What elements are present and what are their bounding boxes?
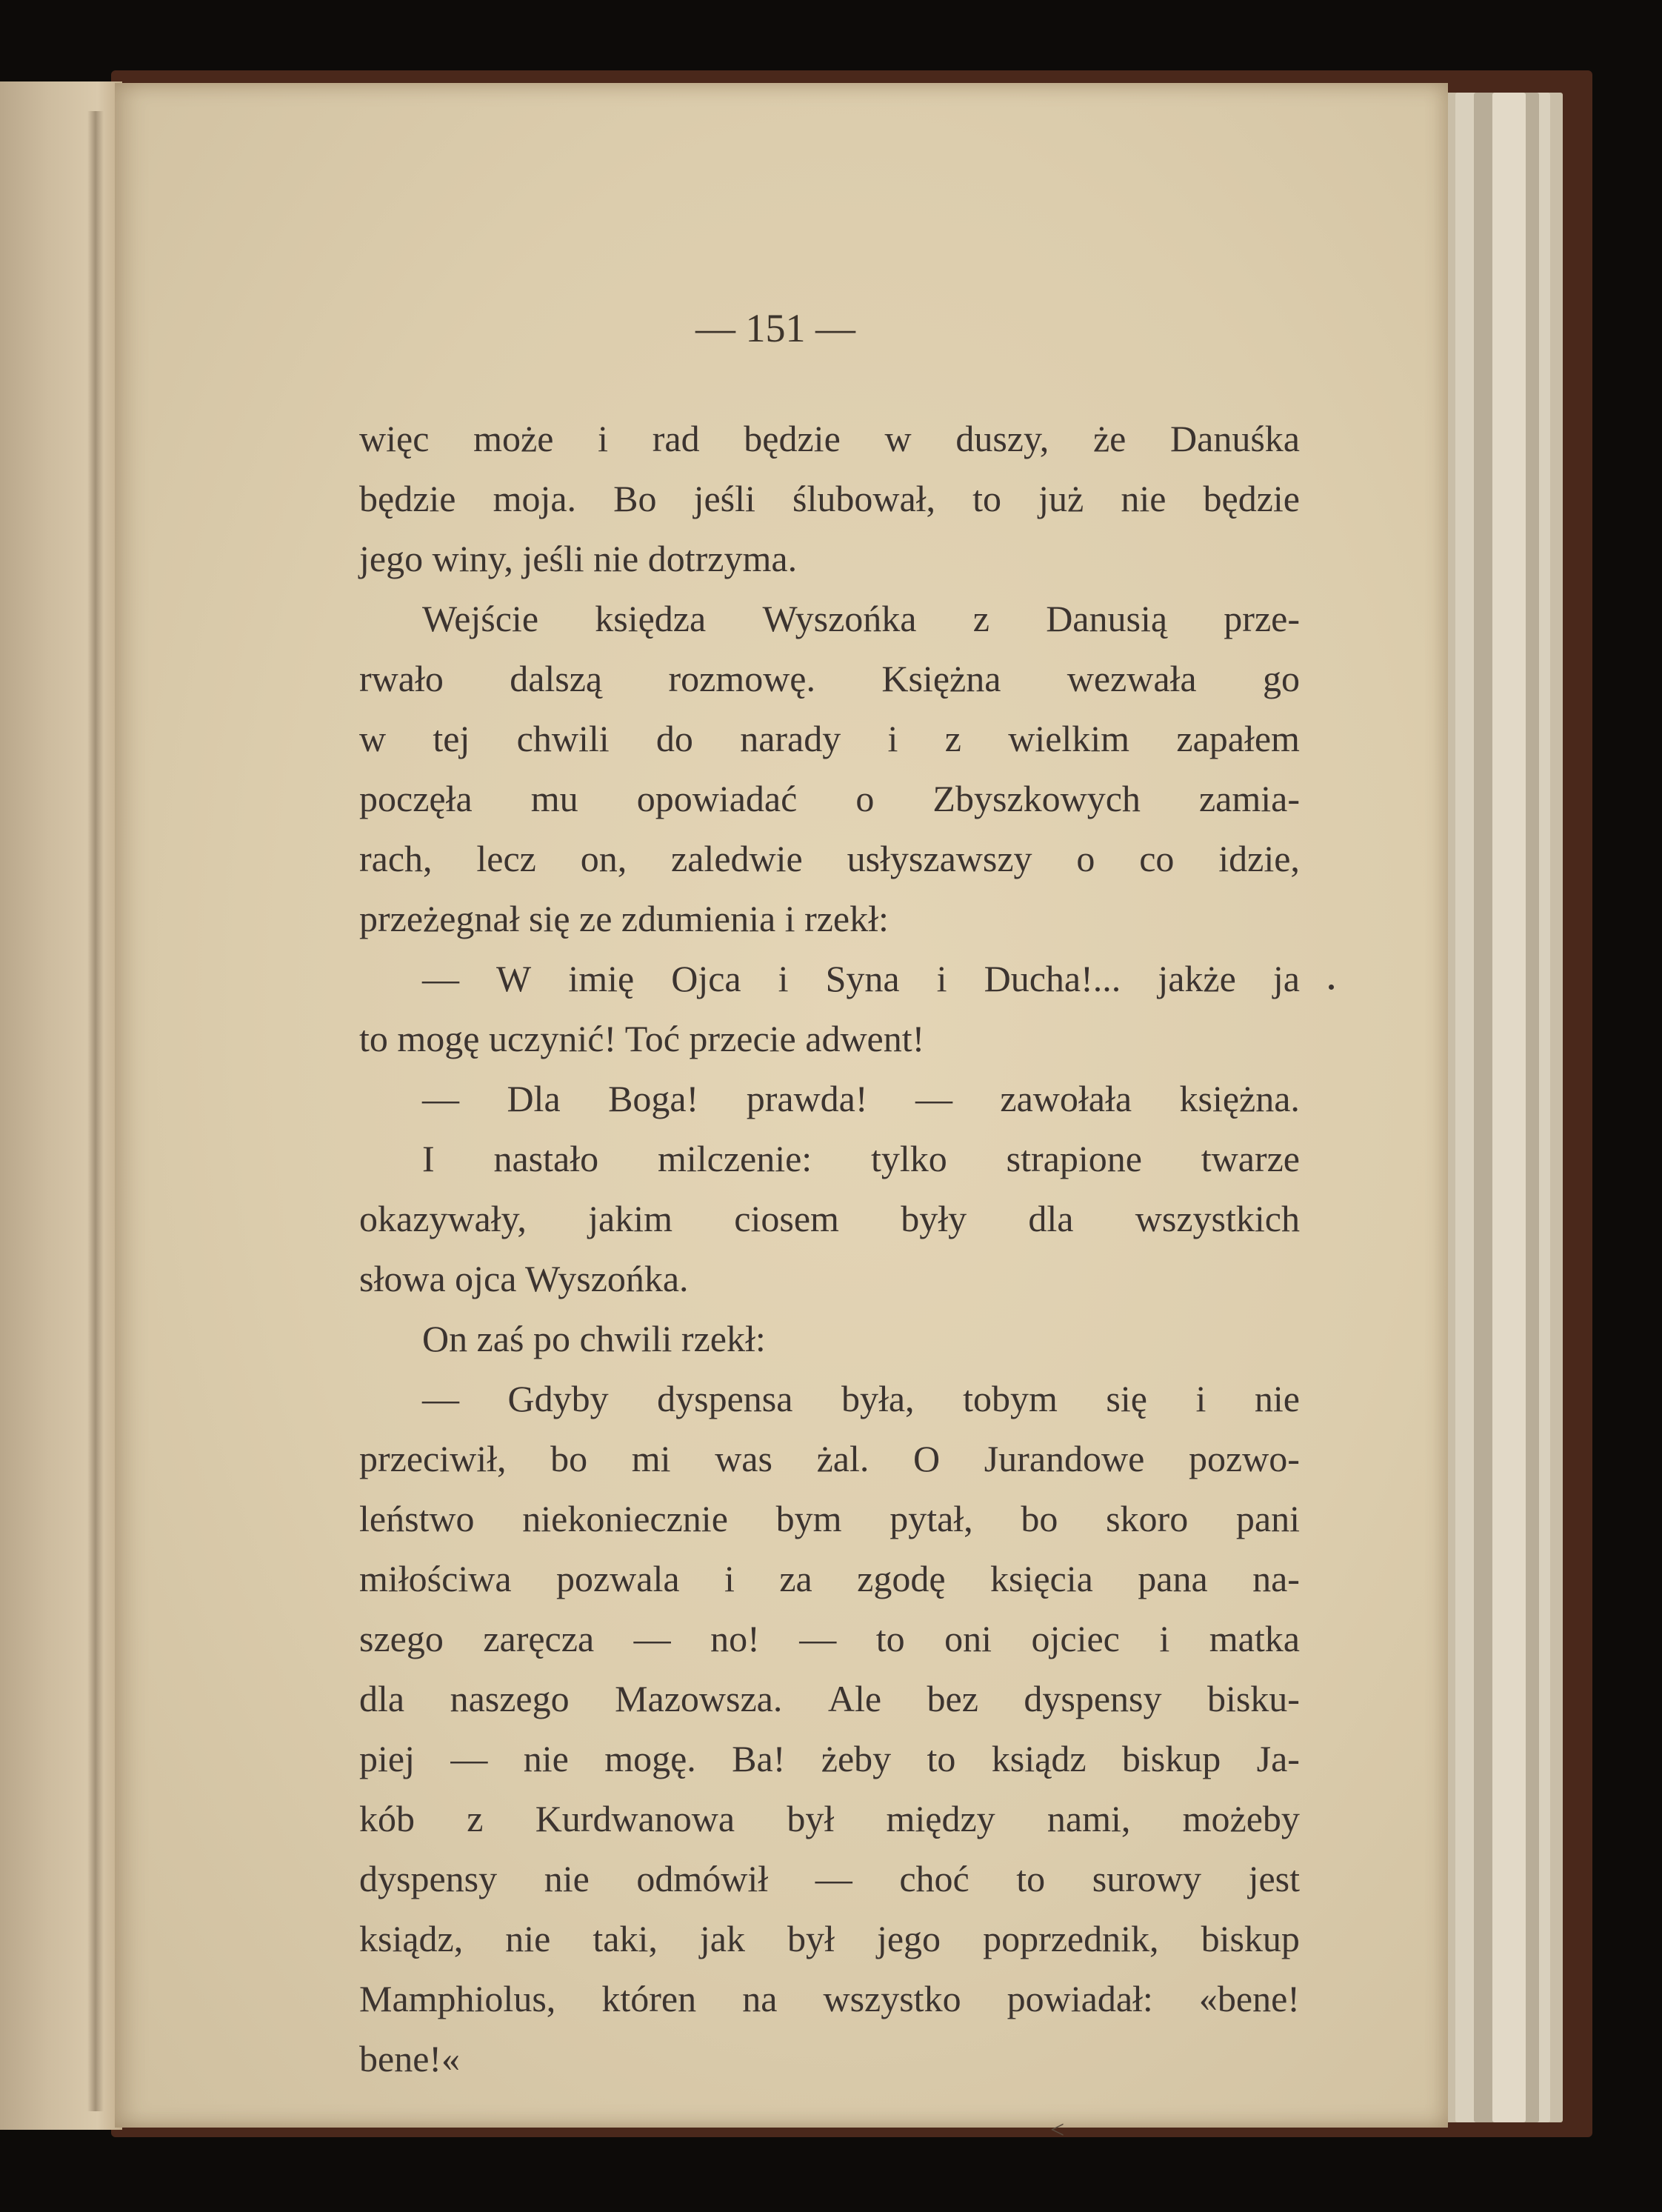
text-line: przeciwił, bo mi was żal. O Jurandowe pozwo-: [359, 1438, 1300, 1479]
page-text: [359, 409, 1300, 2089]
text-line: więc może i rad będzie w duszy, że Danuśka: [359, 418, 1300, 459]
left-page-edge: [0, 81, 122, 2130]
text-line: kób z Kurdwanowa był między nami, możeby: [359, 1798, 1300, 1839]
text-line: słowa ojca Wyszońka.: [359, 1258, 689, 1299]
text-line: piej — nie mogę. Ba! żeby to ksiądz biskup Ja-: [359, 1738, 1300, 1779]
ink-speck: [1329, 985, 1334, 990]
text-line: dyspensy nie odmówił — choć to surowy jest: [359, 1858, 1300, 1899]
text-line: — Gdyby dyspensa była, tobym się i nie: [422, 1378, 1300, 1419]
text-line: jego winy, jeśli nie dotrzyma.: [359, 538, 798, 579]
text-line: bene!«: [359, 2038, 461, 2079]
bottom-mark: <: [1050, 2116, 1065, 2144]
page-stack-edge: [1492, 93, 1526, 2122]
text-line: leństwo niekoniecznie bym pytał, bo skoro pani: [359, 1498, 1300, 1539]
text-line: okazywały, jakim ciosem były dla wszystkich: [359, 1198, 1300, 1239]
text-line: — Dla Boga! prawda! — zawołała księżna.: [422, 1078, 1300, 1119]
text-line: I nastało milczenie: tylko strapione twarze: [422, 1138, 1300, 1179]
text-line: On zaś po chwili rzekł:: [422, 1318, 766, 1359]
text-line: dla naszego Mazowsza. Ale bez dyspensy bisku-: [359, 1678, 1300, 1719]
text-line: będzie moja. Bo jeśli ślubował, to już nie będzie: [359, 478, 1300, 519]
text-line: to mogę uczynić! Toć przecie adwent!: [359, 1018, 925, 1059]
text-line: rwało dalszą rozmowę. Księżna wezwała go: [359, 658, 1300, 699]
text-line: miłościwa pozwala i za zgodę księcia pana na-: [359, 1558, 1300, 1599]
text-line: Mamphiolus, któren na wszystko powiadał: «bene!: [359, 1978, 1300, 2019]
text-line: rach, lecz on, zaledwie usłyszawszy o co idzie,: [359, 838, 1300, 879]
text-line: Wejście księdza Wyszońka z Danusią prze-: [422, 598, 1300, 639]
gutter-shadow: [87, 111, 104, 2111]
text-line: szego zaręcza — no! — to oni ojciec i matka: [359, 1618, 1300, 1659]
text-line: przeżegnał się ze zdumienia i rzekł:: [359, 898, 889, 939]
book-page: [115, 83, 1448, 2144]
text-line: — W imię Ojca i Syna i Ducha!... jakże ja: [422, 958, 1300, 999]
page-number: — 151 —: [695, 306, 855, 350]
text-line: w tej chwili do narady i z wielkim zapałem: [359, 718, 1300, 759]
text-line: poczęła mu opowiadać o Zbyszkowych zamia-: [359, 778, 1300, 819]
text-line: ksiądz, nie taki, jak był jego poprzednik, biskup: [359, 1918, 1300, 1959]
